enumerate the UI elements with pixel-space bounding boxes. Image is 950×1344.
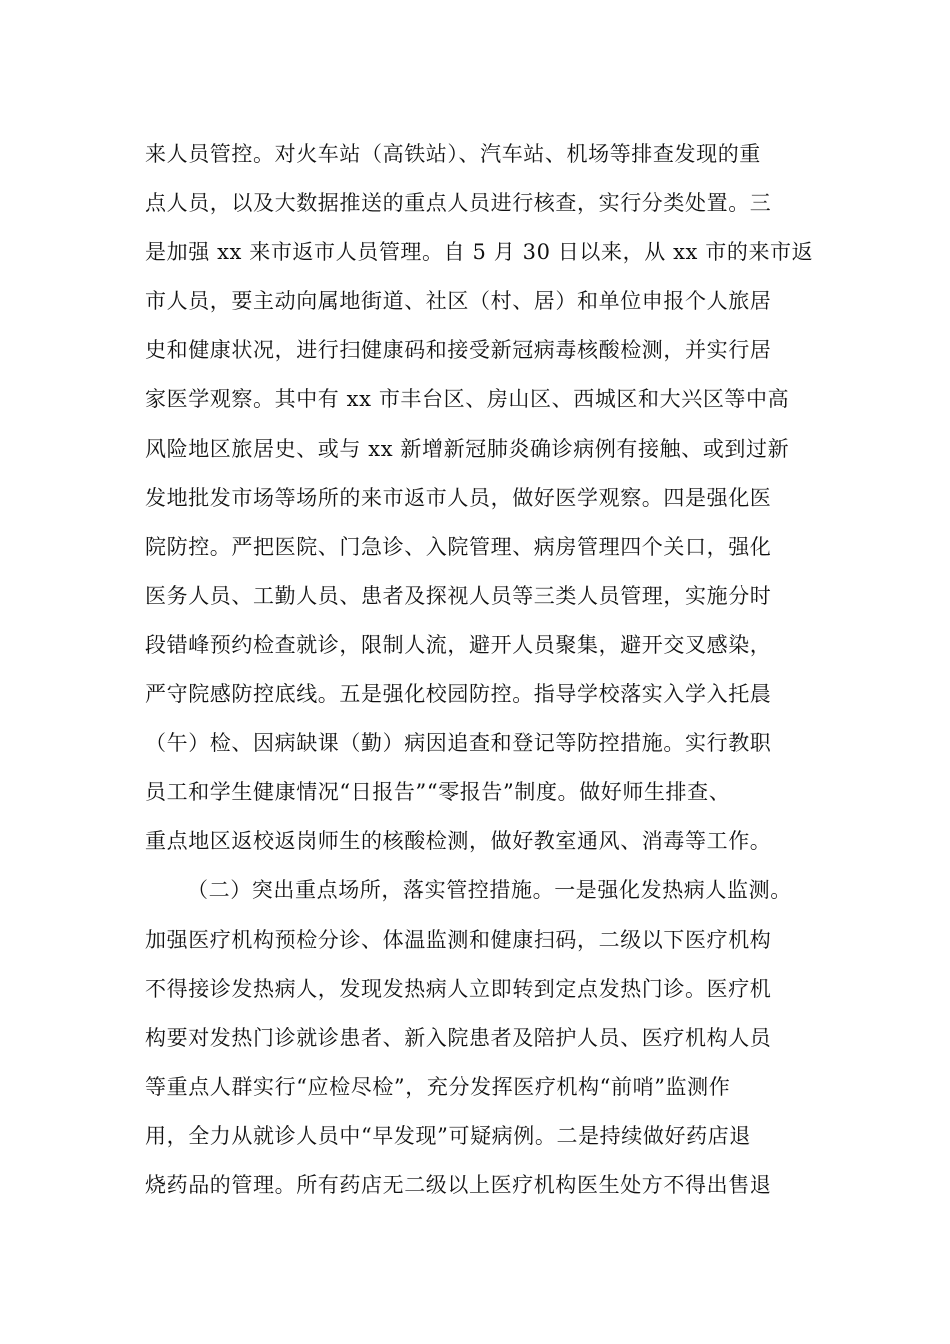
text-line: 点人员，以及大数据推送的重点人员进行核查，实行分类处置。三 — [145, 191, 772, 216]
text-line: 加强医疗机构预检分诊、体温监测和健康扫码，二级以下医疗机构 — [145, 927, 772, 952]
text-line: 风险地区旅居史、或与 xx 新增新冠肺炎确诊病例有接触、或到过新 — [145, 436, 790, 461]
text-line: 是加强 xx 来市返市人员管理。自 5 月 30 日以来，从 xx 市的来市返 — [145, 240, 814, 265]
text-line: 用，全力从就诊人员中“早发现”可疑病例。二是持续做好药店退 — [145, 1123, 751, 1148]
text-line: 严守院感防控底线。五是强化校园防控。指导学校落实入学入托晨 — [145, 682, 772, 707]
document-body — [145, 130, 825, 1210]
text-line: （午）检、因病缺课（勤）病因追查和登记等防控措施。实行教职 — [145, 731, 772, 756]
text-line: 史和健康状况，进行扫健康码和接受新冠病毒核酸检测，并实行居 — [145, 338, 772, 363]
text-line: 重点地区返校返岗师生的核酸检测，做好教室通风、消毒等工作。 — [145, 829, 772, 854]
text-line: 市人员，要主动向属地街道、社区（村、居）和单位申报个人旅居 — [145, 289, 772, 314]
text-line: 段错峰预约检查就诊，限制人流，避开人员聚集，避开交叉感染， — [145, 632, 772, 657]
text-line: 不得接诊发热病人，发现发热病人立即转到定点发热门诊。医疗机 — [145, 976, 772, 1001]
text-line: 等重点人群实行“应检尽检”，充分发挥医疗机构“前哨”监测作 — [145, 1074, 731, 1099]
text-line: 来人员管控。对火车站（高铁站）、汽车站、机场等排查发现的重 — [145, 142, 761, 166]
text-line: 家医学观察。其中有 xx 市丰台区、房山区、西城区和大兴区等中高 — [145, 387, 790, 412]
text-line: 院防控。严把医院、门急诊、入院管理、病房管理四个关口，强化 — [145, 534, 772, 559]
text-line: 发地批发市场等场所的来市返市人员，做好医学观察。四是强化医 — [145, 485, 772, 510]
paragraph-first-line: （二）突出重点场所，落实管控措施。一是强化发热病人监测。 — [187, 878, 792, 903]
text-line: 医务人员、工勤人员、患者及探视人员等三类人员管理，实施分时 — [145, 583, 772, 608]
text-line: 烧药品的管理。所有药店无二级以上医疗机构医生处方不得出售退 — [145, 1172, 772, 1197]
text-line: 构要对发热门诊就诊患者、新入院患者及陪护人员、医疗机构人员 — [145, 1025, 772, 1050]
text-line: 员工和学生健康情况“日报告”“零报告”制度。做好师生排查、 — [145, 780, 731, 805]
